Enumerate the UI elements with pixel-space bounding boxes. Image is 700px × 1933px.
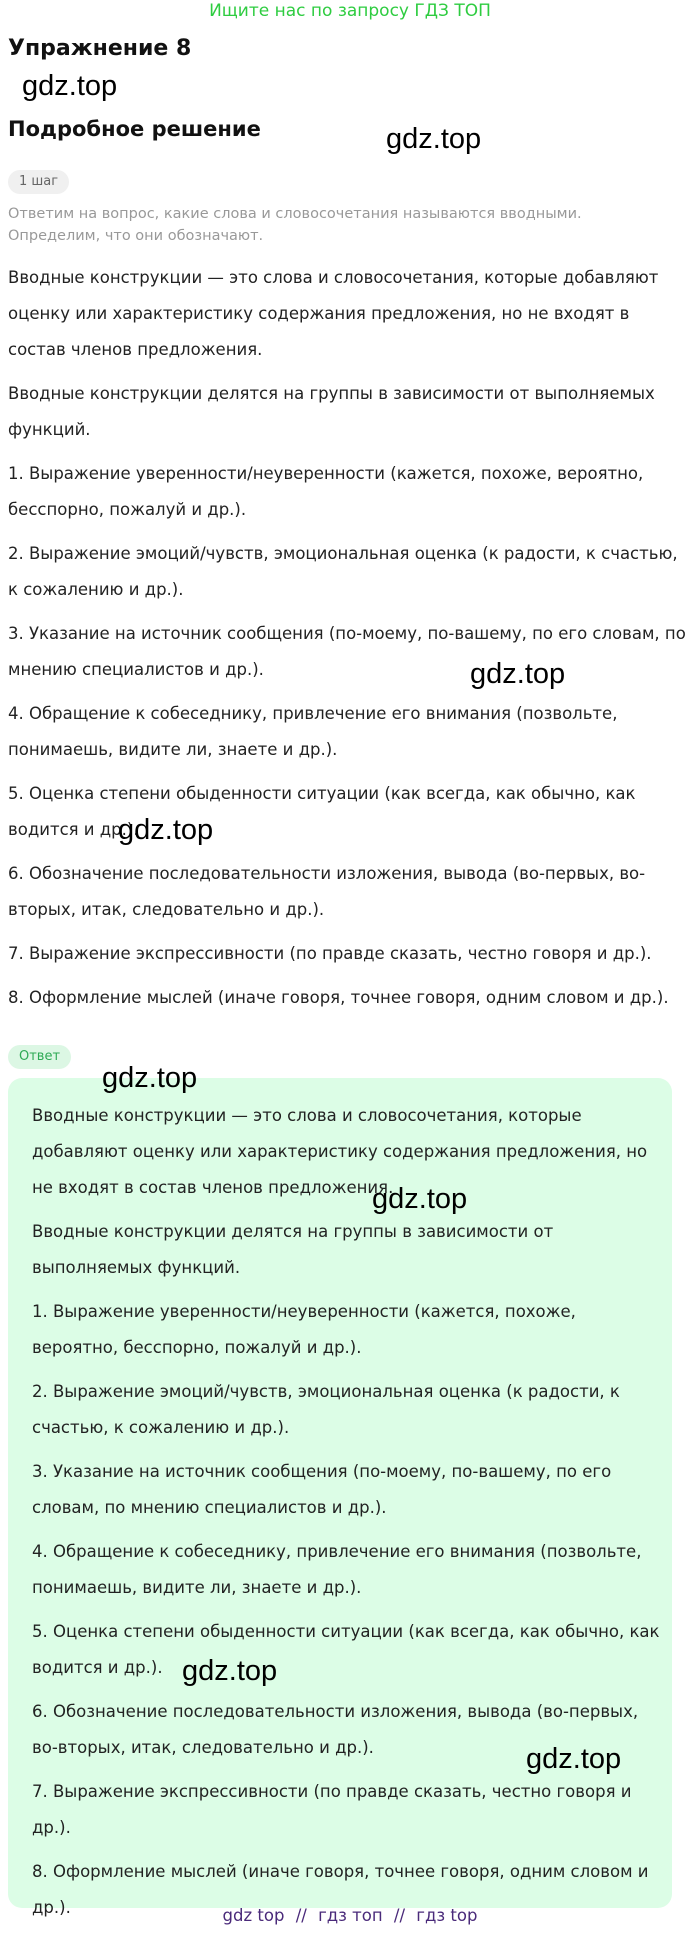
footer-link[interactable]: гдз top <box>416 1906 478 1925</box>
footer-separator: // <box>295 1906 307 1925</box>
solution-paragraph: 4. Обращение к собеседнику, привлечение его внимания (позвольте, понимаешь, видите ли, знаете и др.). <box>8 704 618 759</box>
watermark: gdz.top <box>372 1183 468 1215</box>
answer-paragraph: 3. Указание на источник сообщения (по-моему, по-вашему, по его словам, по мнению специалистов и др.). <box>32 1462 612 1517</box>
answer-paragraph: 6. Обозначение последовательности изложения, вывода (во-первых, во-вторых, итак, следовательно и др.). <box>32 1702 639 1757</box>
answer-paragraph: Вводные конструкции делятся на группы в зависимости от выполняемых функций. <box>32 1222 554 1277</box>
footer-separator: // <box>393 1906 406 1925</box>
answer-paragraph: 7. Выражение экспрессивности (по правде сказать, честно говоря и др.). <box>32 1782 632 1837</box>
solution-paragraph: 3. Указание на источник сообщения (по-моему, по-вашему, по его словам, по мнению специалистов и др.). <box>8 624 686 679</box>
hint-text: Ответим на вопрос, какие слова и словосочетания называются вводными. Определим, что они обозначают. <box>8 206 582 244</box>
solution-paragraph: 1. Выражение уверенности/неуверенности (кажется, похоже, вероятно, бесспорно, пожалуй и др.). <box>8 464 644 519</box>
solution-body <box>8 260 688 1024</box>
watermark: gdz.top <box>526 1743 622 1775</box>
step-badge: 1 шаг <box>8 170 69 194</box>
watermark: gdz.top <box>470 658 566 690</box>
footer-link[interactable]: гдз топ <box>318 1906 383 1925</box>
answer-paragraph: 2. Выражение эмоций/чувств, эмоциональная оценка (к радости, к счастью, к сожалению и др.). <box>32 1382 620 1437</box>
watermark: gdz.top <box>182 1655 278 1687</box>
solution-paragraph: 6. Обозначение последовательности изложения, вывода (во-первых, во-вторых, итак, следовательно и др.). <box>8 864 646 919</box>
solution-paragraph: Вводные конструкции — это слова и словосочетания, которые добавляют оценку или характеристику содержания предложения, но не входят в состав членов предложения. <box>8 268 659 359</box>
answer-badge: Ответ <box>8 1045 71 1069</box>
solution-paragraph: 2. Выражение эмоций/чувств, эмоциональная оценка (к радости, к счастью, к сожалению и др.). <box>8 544 678 599</box>
answer-paragraph: 1. Выражение уверенности/неуверенности (кажется, похоже, вероятно, бесспорно, пожалуй и др.). <box>32 1302 576 1357</box>
solution-paragraph: 7. Выражение экспрессивности (по правде сказать, честно говоря и др.). <box>8 944 652 963</box>
answer-paragraph: 4. Обращение к собеседнику, привлечение его внимания (позвольте, понимаешь, видите ли, знаете и др.). <box>32 1542 642 1597</box>
solution-paragraph: Вводные конструкции делятся на группы в зависимости от выполняемых функций. <box>8 384 655 439</box>
answer-paragraph: Вводные конструкции — это слова и словосочетания, которые добавляют оценку или характеристику содержания предложения, но не входят в состав членов предложения. <box>32 1106 648 1197</box>
watermark: gdz.top <box>386 123 482 155</box>
answer-paragraph: 8. Оформление мыслей (иначе говоря, точнее говоря, одним словом и др.). <box>32 1862 649 1917</box>
watermark: gdz.top <box>22 70 118 102</box>
solution-paragraph: 5. Оценка степени обыденности ситуации (как всегда, как обычно, как водится и др.). <box>8 784 636 839</box>
watermark: gdz.top <box>102 1062 198 1094</box>
top-banner[interactable]: Ищите нас по запросу ГДЗ ТОП <box>209 1 491 21</box>
watermark: gdz.top <box>118 814 214 846</box>
footer-links <box>0 1906 700 1925</box>
solution-title: Подробное решение <box>8 117 261 141</box>
answer-paragraph: 5. Оценка степени обыденности ситуации (как всегда, как обычно, как водится и др.). <box>32 1622 660 1677</box>
solution-paragraph: 8. Оформление мыслей (иначе говоря, точнее говоря, одним словом и др.). <box>8 988 669 1007</box>
exercise-title: Упражнение 8 <box>8 36 192 61</box>
footer-link[interactable]: gdz top <box>222 1906 285 1925</box>
